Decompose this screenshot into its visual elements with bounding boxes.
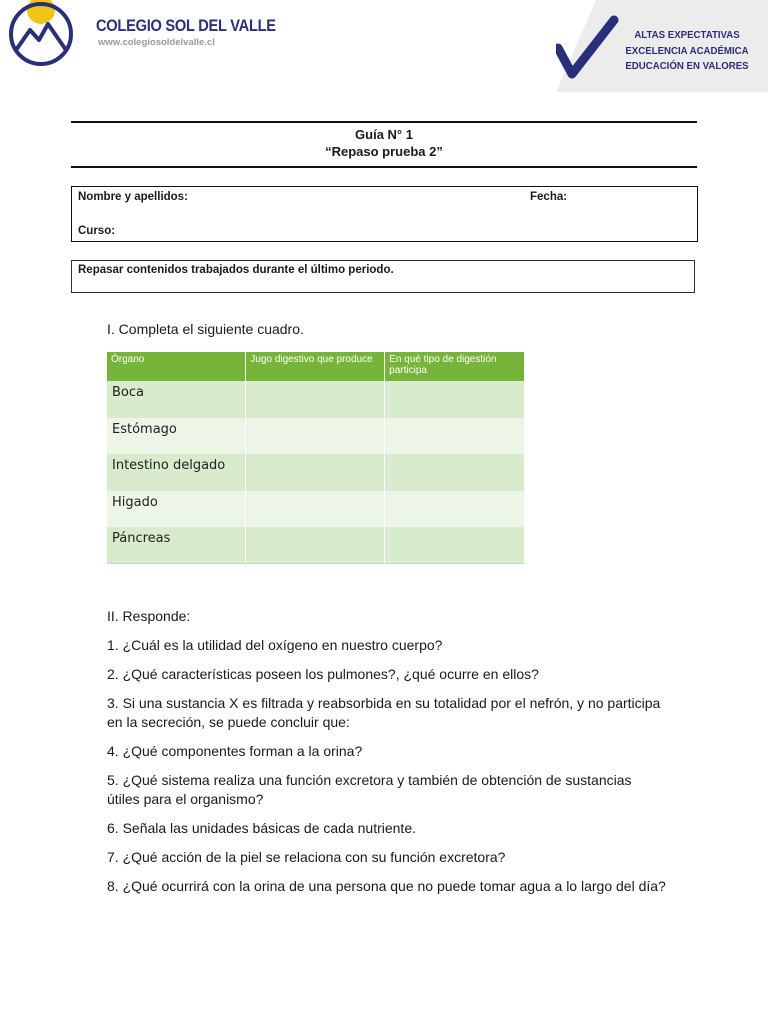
title-block [71,121,697,168]
answer-cell[interactable] [385,454,525,491]
answer-cell[interactable] [246,418,385,455]
course-label: Curso: [78,225,116,237]
school-logo-icon [6,0,76,70]
organ-cell: Boca [107,381,246,418]
student-info-box [71,186,698,242]
column-header: En qué tipo de digestión participa [385,352,525,381]
question-3: 3. Si una sustancia X es filtrada y reabsorbida en su totalidad por el nefrón, y no participa en la secreción, se puede concluir que: [107,695,661,730]
column-header: Jugo digestivo que produce [246,352,385,381]
question-2: 2. ¿Qué características poseen los pulmones?, ¿qué ocurre en ellos? [107,666,539,682]
date-label: Fecha: [530,191,568,203]
motto-line: ALTAS EXPECTATIVAS [634,29,740,41]
question-6: 6. Señala las unidades básicas de cada nutriente. [107,820,416,836]
table-row [107,491,525,528]
section2-heading: II. Responde: [107,608,191,624]
answer-cell[interactable] [246,527,385,564]
answer-cell[interactable] [385,491,525,528]
answer-cell[interactable] [385,527,525,564]
answer-cell[interactable] [246,381,385,418]
organ-cell: Páncreas [107,527,246,564]
school-url: www.colegiosoldelvalle.cl [98,37,215,48]
answer-cell[interactable] [385,418,525,455]
question-4: 4. ¿Qué componentes forman a la orina? [107,743,363,759]
school-name: COLEGIO SOL DEL VALLE [96,16,276,35]
organ-table [107,352,525,564]
table-header-row [107,352,525,381]
answer-cell[interactable] [246,454,385,491]
question-8: 8. ¿Qué ocurrirá con la orina de una persona que no puede tomar agua a lo largo del día? [107,878,666,894]
section2 [107,607,667,906]
question-5: 5. ¿Qué sistema realiza una función excretora y también de obtención de sustancias útiles para el organismo? [107,772,632,807]
organ-cell: Intestino delgado [107,454,246,491]
guide-number: Guía N° 1 [355,127,413,142]
table-row [107,418,525,455]
name-label: Nombre y apellidos: [78,191,188,203]
answer-cell[interactable] [385,381,525,418]
motto-lines [618,28,756,75]
organ-cell: Higado [107,491,246,528]
table-row [107,454,525,491]
guide-title: “Repaso prueba 2” [325,144,443,159]
section1-heading: I. Completa el siguiente cuadro. [107,321,304,337]
motto-line: EXCELENCIA ACADÉMICA [625,44,749,57]
question-7: 7. ¿Qué acción de la piel se relaciona con su función excretora? [107,849,506,865]
table-row [107,527,525,564]
question-1: 1. ¿Cuál es la utilidad del oxígeno en nuestro cuerpo? [107,637,443,653]
table-row [107,381,525,418]
motto-line: EDUCACIÓN EN VALORES [625,60,749,72]
instructions-note: Repasar contenidos trabajados durante el último periodo. [71,260,695,293]
column-header: Órgano [107,352,246,381]
answer-cell[interactable] [246,491,385,528]
page-header [0,0,768,100]
organ-cell: Estómago [107,418,246,455]
